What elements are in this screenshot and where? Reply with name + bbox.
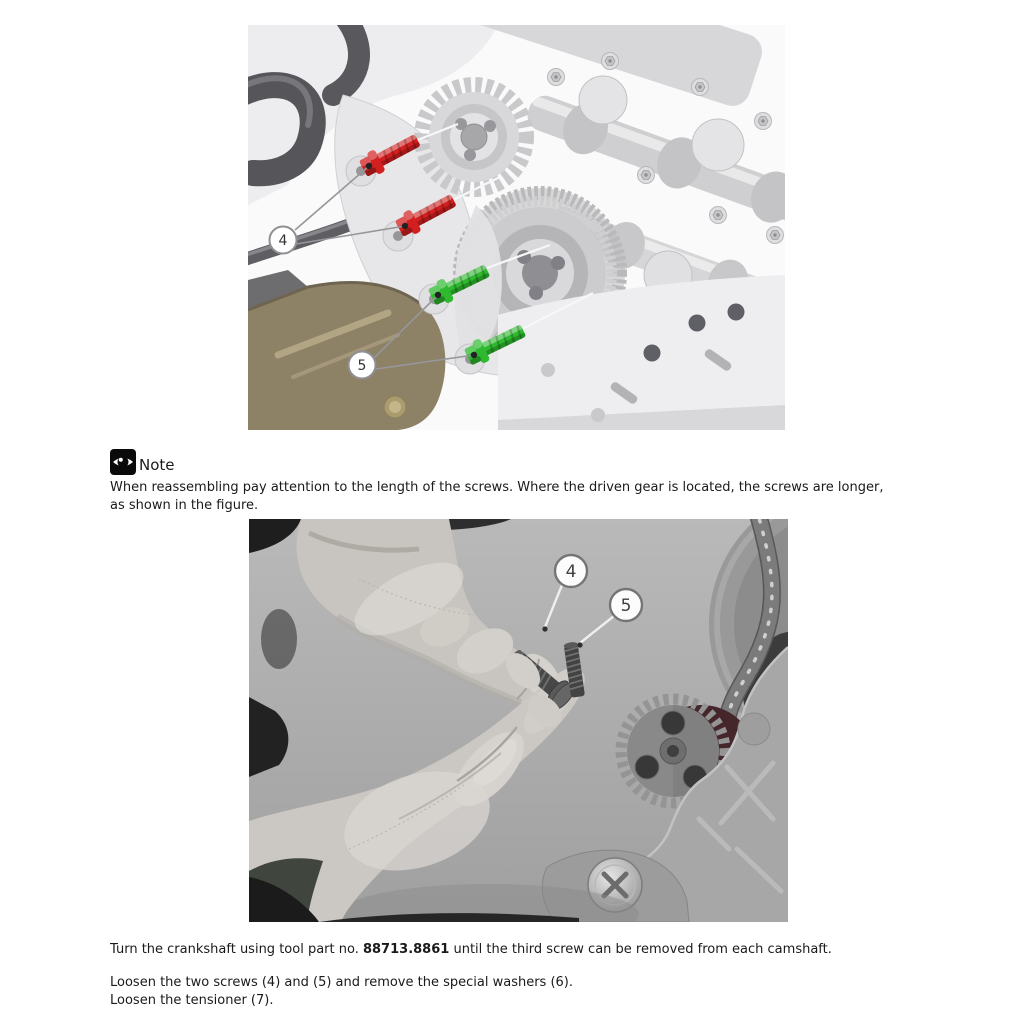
figure-engine-render: [248, 25, 785, 430]
instruction-turn-crankshaft: [110, 941, 832, 959]
instruction-turn-post: until the third screw can be removed from each camshaft.: [449, 942, 832, 957]
note-text-line2: as shown in the figure.: [110, 498, 259, 513]
callout-5-badge: [610, 589, 642, 621]
figure-hands-photo: [249, 519, 788, 922]
note-eye-icon: [110, 449, 136, 475]
callout-4-badge: [555, 555, 587, 587]
callout-5-label: 5: [620, 596, 632, 616]
hands-photo-graphic: [249, 519, 788, 922]
callout-4-badge: [270, 227, 297, 254]
tool-part-number: 88713.8861: [362, 942, 450, 957]
callout-4-label: 4: [278, 233, 288, 249]
instruction-turn-pre: Turn the crankshaft using tool part no.: [110, 942, 363, 957]
callout-5-badge: [349, 352, 376, 379]
callout-4-label: 4: [565, 562, 577, 582]
callout-5-label: 5: [357, 358, 367, 374]
instruction-loosen-tensioner: Loosen the tensioner (7).: [110, 993, 274, 1008]
engine-render-graphic: [248, 25, 785, 430]
instruction-loosen-screws: Loosen the two screws (4) and (5) and remove the special washers (6).: [110, 975, 573, 990]
note-text-line1: When reassembling pay attention to the length of the screws. Where the driven gear is located, the screws are longer,: [110, 480, 884, 495]
note-label: Note: [139, 456, 175, 474]
